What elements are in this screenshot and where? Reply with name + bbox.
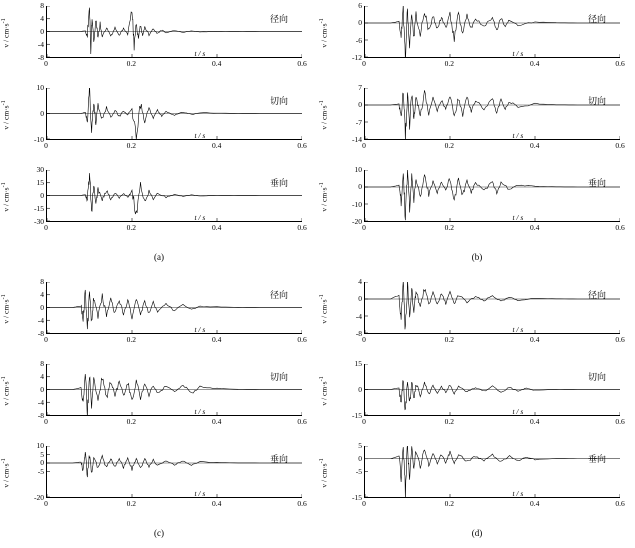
y-axis-label bbox=[0, 172, 10, 222]
x-tick-label: 0.2 bbox=[444, 223, 455, 232]
y-tick-labels bbox=[338, 1, 362, 62]
y-axis-label bbox=[0, 366, 10, 416]
y-tick-label: 10 bbox=[354, 165, 362, 174]
x-tick-label: 0.4 bbox=[529, 335, 540, 344]
y-tick-label: 0 bbox=[40, 303, 44, 312]
plot-area bbox=[46, 446, 302, 498]
y-tick-label: 4 bbox=[40, 372, 44, 381]
x-tick-label: 0.6 bbox=[297, 141, 307, 150]
x-tick-label: 0.6 bbox=[615, 335, 625, 344]
x-axis-label: t / s bbox=[194, 489, 206, 498]
y-tick-label: -12 bbox=[352, 53, 362, 62]
y-tick-label: 8 bbox=[40, 1, 44, 10]
y-tick-label: 0 bbox=[358, 18, 362, 28]
y-tick-label: 5 bbox=[40, 449, 44, 459]
x-tick-label: 0.6 bbox=[297, 223, 307, 232]
x-tick-label: 0.2 bbox=[444, 499, 455, 508]
y-tick-label: -8 bbox=[37, 329, 44, 338]
x-axis-label: t / s bbox=[194, 325, 206, 334]
y-tick-labels bbox=[20, 83, 44, 144]
x-tick-label: 0.2 bbox=[126, 59, 137, 68]
x-tick-label: 0 bbox=[362, 417, 366, 426]
y-tick-label: -15 bbox=[34, 204, 44, 213]
x-axis-label: t / s bbox=[512, 325, 524, 334]
y-tick-label: -5 bbox=[355, 467, 362, 476]
y-tick-labels bbox=[338, 277, 362, 338]
subplot-a-vertical bbox=[1, 165, 314, 246]
x-tick-labels bbox=[44, 417, 307, 429]
y-tick-labels bbox=[20, 1, 44, 62]
y-axis-label bbox=[316, 284, 328, 334]
component-label: 径向 bbox=[587, 15, 606, 25]
x-tick-label: 0.6 bbox=[615, 417, 625, 426]
plot-area bbox=[364, 6, 620, 58]
component-label: 切向 bbox=[269, 373, 288, 383]
y-axis-label bbox=[0, 448, 10, 498]
x-axis-label: t / s bbox=[512, 49, 524, 58]
plot-area bbox=[46, 364, 302, 416]
x-tick-labels bbox=[362, 59, 625, 71]
x-tick-label: 0 bbox=[44, 223, 48, 232]
component-label: 切向 bbox=[587, 373, 606, 383]
component-label: 径向 bbox=[587, 291, 606, 301]
y-tick-label: 15 bbox=[354, 359, 362, 368]
y-tick-label: 0 bbox=[358, 454, 362, 463]
y-tick-label: -4 bbox=[37, 316, 44, 325]
y-axis-label-exponent: -1 bbox=[1, 376, 7, 382]
y-axis-label-text: v / cm·s bbox=[319, 463, 329, 488]
x-tick-label: 0.2 bbox=[444, 59, 455, 68]
y-tick-label: 0 bbox=[40, 385, 44, 394]
x-tick-label: 0.2 bbox=[444, 141, 455, 150]
x-axis-label: t / s bbox=[512, 131, 524, 140]
subplot-d-radial bbox=[319, 277, 632, 358]
y-tick-label: -20 bbox=[34, 493, 44, 502]
x-tick-label: 0.4 bbox=[211, 417, 222, 426]
component-label: 切向 bbox=[269, 97, 288, 107]
x-tick-label: 0.6 bbox=[615, 223, 625, 232]
subplot-b-radial bbox=[319, 1, 632, 82]
y-tick-label: -14 bbox=[352, 135, 362, 144]
x-axis-label: t / s bbox=[512, 407, 524, 416]
x-tick-labels bbox=[362, 417, 625, 429]
subplot-b-vertical bbox=[319, 165, 632, 246]
component-label: 垂向 bbox=[587, 179, 606, 189]
x-tick-label: 0 bbox=[44, 417, 48, 426]
y-axis-label bbox=[316, 8, 328, 58]
x-tick-label: 0.4 bbox=[211, 59, 222, 68]
y-tick-label: -8 bbox=[37, 411, 44, 420]
y-tick-label: 10 bbox=[36, 83, 44, 92]
subplot-d-vertical bbox=[319, 441, 632, 522]
y-tick-label: 4 bbox=[40, 14, 44, 23]
x-tick-labels bbox=[362, 141, 625, 153]
x-tick-label: 0.6 bbox=[297, 335, 307, 344]
x-axis-label: t / s bbox=[512, 489, 524, 498]
y-axis-label-exponent: -1 bbox=[319, 100, 325, 106]
y-axis-label-text: v / cm·s bbox=[1, 463, 11, 488]
x-tick-labels bbox=[362, 335, 625, 347]
plot-area bbox=[364, 446, 620, 498]
y-tick-label: 0 bbox=[358, 294, 362, 304]
x-tick-label: 0 bbox=[362, 335, 366, 344]
y-axis-label-exponent: -1 bbox=[319, 294, 325, 300]
y-tick-label: 30 bbox=[36, 165, 44, 174]
x-axis-label: t / s bbox=[512, 213, 524, 222]
x-tick-labels bbox=[44, 223, 307, 235]
x-tick-label: 0.4 bbox=[211, 223, 222, 232]
x-tick-label: 0.6 bbox=[615, 141, 625, 150]
component-label: 垂向 bbox=[269, 179, 288, 189]
y-tick-label: -4 bbox=[37, 40, 44, 49]
x-tick-labels bbox=[44, 335, 307, 347]
plot-area bbox=[46, 282, 302, 334]
y-tick-label: 8 bbox=[40, 277, 44, 286]
plot-area bbox=[364, 88, 620, 140]
plot-area bbox=[46, 6, 302, 58]
y-axis-label-exponent: -1 bbox=[1, 294, 7, 300]
x-tick-label: 0.2 bbox=[126, 417, 137, 426]
y-tick-label: 0 bbox=[358, 385, 362, 394]
x-tick-label: 0.4 bbox=[211, 335, 222, 344]
y-tick-label: -15 bbox=[352, 493, 362, 502]
y-tick-labels bbox=[20, 165, 44, 226]
y-tick-label: -15 bbox=[352, 411, 362, 420]
subplot-d-tangential bbox=[319, 359, 632, 440]
y-axis-label bbox=[316, 90, 328, 140]
panel-group-b bbox=[319, 1, 632, 262]
y-tick-label: 8 bbox=[40, 359, 44, 368]
y-tick-label: 0 bbox=[40, 458, 44, 468]
y-tick-label: -4 bbox=[37, 398, 44, 407]
plot-area bbox=[364, 282, 620, 334]
x-tick-label: 0 bbox=[362, 59, 366, 68]
x-tick-labels bbox=[44, 499, 307, 511]
plot-area bbox=[46, 88, 302, 140]
y-tick-label: -4 bbox=[355, 311, 362, 321]
y-axis-label-text: v / cm·s bbox=[319, 105, 329, 130]
y-tick-label: 7 bbox=[358, 83, 362, 92]
y-tick-labels bbox=[338, 359, 362, 420]
x-tick-label: 0 bbox=[44, 141, 48, 150]
panel-caption-d: (d) bbox=[471, 528, 483, 538]
x-tick-label: 0.2 bbox=[126, 141, 137, 150]
x-tick-label: 0.6 bbox=[297, 417, 307, 426]
y-axis-label-text: v / cm·s bbox=[1, 105, 11, 130]
x-tick-label: 0.4 bbox=[529, 417, 540, 426]
y-axis-label-exponent: -1 bbox=[1, 18, 7, 24]
y-tick-label: 0 bbox=[40, 109, 44, 118]
component-label: 径向 bbox=[269, 15, 288, 25]
x-tick-label: 0 bbox=[362, 141, 366, 150]
x-tick-label: 0.2 bbox=[126, 499, 137, 508]
x-tick-label: 0.6 bbox=[615, 59, 625, 68]
y-tick-labels bbox=[338, 165, 362, 226]
y-tick-label: -10 bbox=[352, 199, 362, 209]
x-tick-label: 0.4 bbox=[529, 141, 540, 150]
y-axis-label-text: v / cm·s bbox=[1, 381, 11, 406]
x-tick-label: 0.2 bbox=[444, 335, 455, 344]
y-axis-label-exponent: -1 bbox=[1, 458, 7, 464]
y-tick-label: 4 bbox=[40, 290, 44, 299]
y-axis-label bbox=[0, 284, 10, 334]
y-tick-labels bbox=[20, 277, 44, 338]
panel-caption-b: (b) bbox=[471, 252, 483, 262]
subplot-b-tangential bbox=[319, 83, 632, 164]
y-tick-label: -10 bbox=[34, 135, 44, 144]
x-tick-labels bbox=[44, 59, 307, 71]
y-tick-label: -20 bbox=[352, 217, 362, 226]
component-label: 径向 bbox=[269, 291, 288, 301]
panel-caption-c: (c) bbox=[154, 528, 164, 538]
y-axis-label-text: v / cm·s bbox=[1, 187, 11, 212]
y-axis-label-text: v / cm·s bbox=[319, 299, 329, 324]
x-tick-labels bbox=[44, 141, 307, 153]
y-tick-label: 6 bbox=[358, 1, 362, 10]
x-tick-label: 0.6 bbox=[615, 499, 625, 508]
y-tick-label: 0 bbox=[358, 182, 362, 192]
component-label: 垂向 bbox=[269, 455, 288, 465]
y-axis-label-text: v / cm·s bbox=[319, 23, 329, 48]
y-axis-label-text: v / cm·s bbox=[319, 381, 329, 406]
y-axis-label-text: v / cm·s bbox=[1, 23, 11, 48]
y-tick-label: 0 bbox=[358, 100, 362, 110]
x-tick-labels bbox=[362, 223, 625, 235]
x-tick-labels bbox=[362, 499, 625, 511]
y-axis-label-text: v / cm·s bbox=[1, 299, 11, 324]
subplot-a-tangential bbox=[1, 83, 314, 164]
x-tick-label: 0.2 bbox=[126, 335, 137, 344]
y-tick-label: -8 bbox=[355, 329, 362, 338]
plot-area bbox=[364, 170, 620, 222]
x-tick-label: 0.4 bbox=[211, 499, 222, 508]
subplot-a-radial bbox=[1, 1, 314, 82]
y-axis-label-exponent: -1 bbox=[1, 100, 7, 106]
plot-area bbox=[46, 170, 302, 222]
x-tick-label: 0 bbox=[362, 499, 366, 508]
x-tick-label: 0 bbox=[44, 499, 48, 508]
subplot-c-radial bbox=[1, 277, 314, 358]
y-axis-label bbox=[316, 448, 328, 498]
panel-group-c bbox=[1, 277, 314, 538]
x-tick-label: 0 bbox=[362, 223, 366, 232]
x-tick-label: 0 bbox=[44, 59, 48, 68]
subplot-c-vertical bbox=[1, 441, 314, 522]
plot-area bbox=[364, 364, 620, 416]
panel-group-d bbox=[319, 277, 632, 538]
x-tick-label: 0 bbox=[44, 335, 48, 344]
panel-group-a bbox=[1, 1, 314, 262]
y-tick-label: 15 bbox=[36, 178, 44, 187]
y-axis-label-exponent: -1 bbox=[319, 18, 325, 24]
y-axis-label-exponent: -1 bbox=[319, 458, 325, 464]
y-tick-label: 5 bbox=[358, 441, 362, 450]
y-tick-labels bbox=[20, 441, 44, 502]
y-tick-label: 0 bbox=[40, 27, 44, 36]
y-axis-label-exponent: -1 bbox=[1, 182, 7, 188]
y-tick-label: 4 bbox=[358, 277, 362, 286]
x-tick-label: 0.4 bbox=[529, 499, 540, 508]
y-axis-label bbox=[0, 8, 10, 58]
x-tick-label: 0.2 bbox=[444, 417, 455, 426]
y-axis-label-exponent: -1 bbox=[319, 182, 325, 188]
x-tick-label: 0.4 bbox=[211, 141, 222, 150]
subplot-c-tangential bbox=[1, 359, 314, 440]
y-axis-label bbox=[316, 172, 328, 222]
y-axis-label bbox=[316, 366, 328, 416]
x-tick-label: 0.4 bbox=[529, 59, 540, 68]
x-tick-label: 0.2 bbox=[126, 223, 137, 232]
x-axis-label: t / s bbox=[194, 131, 206, 140]
y-axis-label-text: v / cm·s bbox=[319, 187, 329, 212]
x-axis-label: t / s bbox=[194, 213, 206, 222]
x-tick-label: 0.6 bbox=[297, 499, 307, 508]
y-tick-label: 0 bbox=[40, 191, 44, 200]
panel-caption-a: (a) bbox=[154, 252, 164, 262]
y-tick-label: -5 bbox=[37, 467, 44, 476]
y-tick-label: 10 bbox=[36, 441, 44, 450]
component-label: 垂向 bbox=[587, 455, 606, 465]
x-tick-label: 0.4 bbox=[529, 223, 540, 232]
y-tick-labels bbox=[338, 83, 362, 144]
y-tick-label: -8 bbox=[37, 53, 44, 62]
y-axis-label-exponent: -1 bbox=[319, 376, 325, 382]
y-axis-label bbox=[0, 90, 10, 140]
y-tick-label: -6 bbox=[355, 35, 362, 45]
y-tick-labels bbox=[338, 441, 362, 502]
y-tick-labels bbox=[20, 359, 44, 420]
x-tick-label: 0.6 bbox=[297, 59, 307, 68]
y-tick-label: -7 bbox=[355, 117, 362, 127]
x-axis-label: t / s bbox=[194, 407, 206, 416]
x-axis-label: t / s bbox=[194, 49, 206, 58]
component-label: 切向 bbox=[587, 97, 606, 107]
y-tick-label: -30 bbox=[34, 217, 44, 226]
